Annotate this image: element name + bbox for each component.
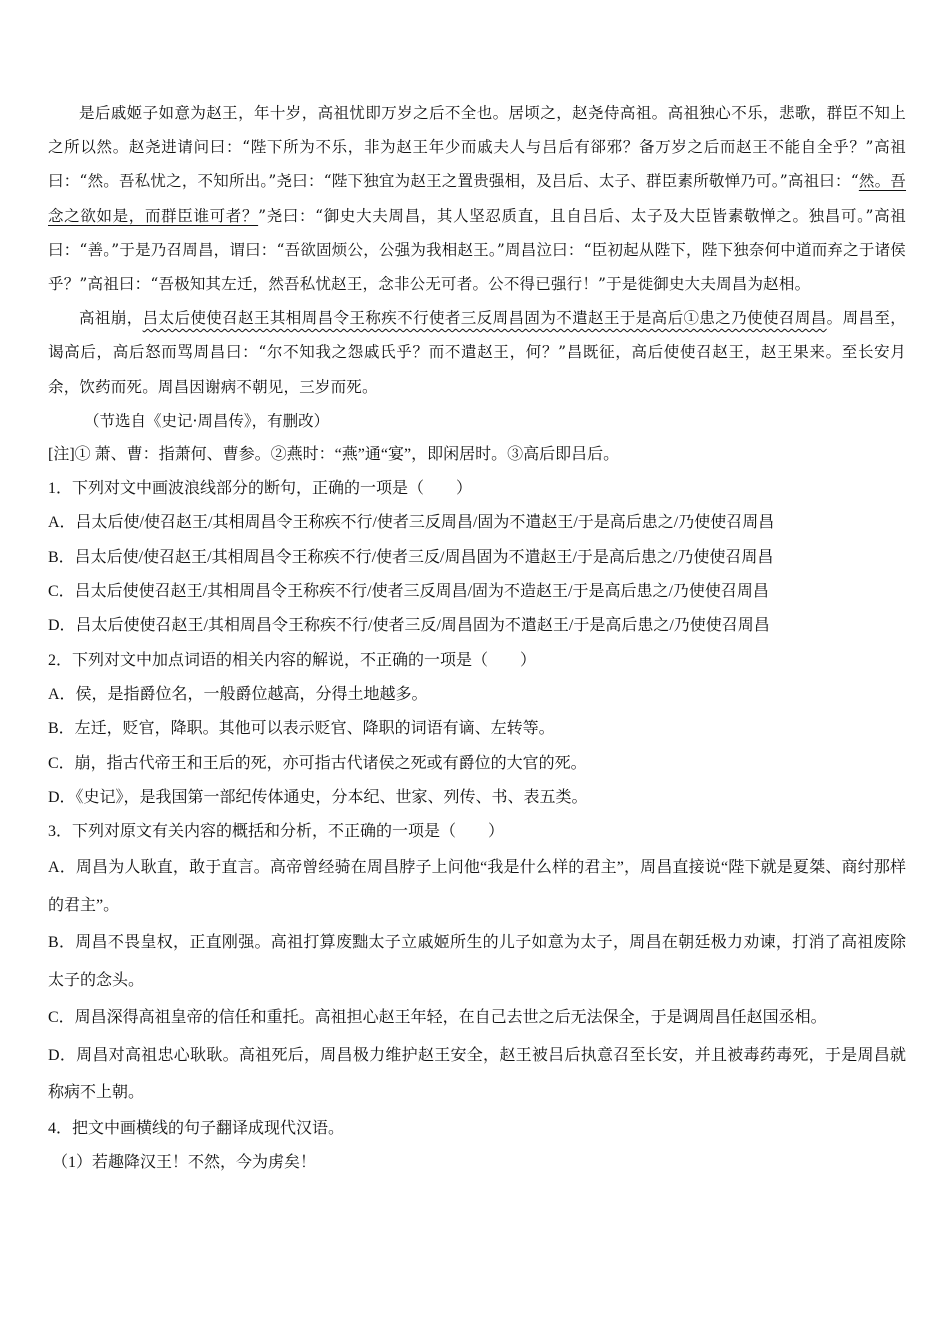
option-d: D．吕太后使使召赵王/其相周昌令王称疾不行/使者三反/周昌固为不遣赵王/于是高后患之/乃使使召周昌	[48, 617, 770, 635]
question-stem: 4．把文中画横线的句子翻译成现代汉语。	[48, 1119, 345, 1137]
passage-text: 。周昌至，谒高后，高后怒而骂周昌曰：“尔不知我之怨戚氏乎？而不遣赵王，何？”昌既征，高后使使召赵王，赵王果来。至长安月余，饮药而死。周昌因谢病不朝见，三岁而死。	[48, 309, 906, 396]
option-c: C．周昌深得高祖皇帝的信任和重托。高祖担心赵王年轻，在自己去世之后无法保全，于是调周昌任赵国丞相。	[48, 1009, 827, 1027]
passage-text: 是后戚姬子如意为赵王，年十岁，高祖忧即万岁之后不全也。居顷之，赵尧侍高祖。高祖独心不乐，悲歌，群臣不知上之所以然。赵尧进请问曰：“陛下所为不乐，非为赵王年少而戚夫人与吕后有郤邪？备万岁之后而赵王不能自全乎？”高祖曰：“然。吾私忧之，不知所出。”尧曰：“陛下独宜为赵王之置贵强相，及吕后、太子、群臣素所敬惮乃可。”高祖曰：“	[48, 104, 906, 191]
passage-text: 高祖崩，	[79, 309, 143, 328]
annotation-note: [注]① 萧、曹：指萧何、曹参。②燕时：“燕”通“宴”，即闲居时。③高后即吕后。	[48, 445, 620, 463]
question-stem: 1．下列对文中画波浪线部分的断句，正确的一项是（ ）	[48, 480, 473, 498]
option-c: C．崩，指古代帝王和王后的死，亦可指古代诸侯之死或有爵位的大官的死。	[48, 754, 587, 772]
document-page	[48, 96, 906, 1180]
question-4	[48, 1112, 906, 1181]
question-stem: 3．下列对原文有关内容的概括和分析，不正确的一项是（ ）	[48, 823, 505, 841]
option-c: C．吕太后使使召赵王/其相周昌令王称疾不行/使者三反周昌/固为不造赵王/于是高后患之/乃使使召周昌	[48, 583, 769, 601]
passage-source: （节选自《史记·周昌传》，有删改）	[84, 411, 330, 430]
option-a: A．侯，是指爵位名，一般爵位越高，分得土地越多。	[48, 685, 428, 703]
option-d: D．周昌对高祖忠心耿耿。高祖死后，周昌极力维护赵王安全，赵王被吕后执意召至长安，并且被毒药毒死，于是周昌就称病不上朝。	[48, 1046, 906, 1102]
translation-item-1: （1）若趣降汉王！不然，今为虏矣！	[52, 1154, 317, 1172]
wavy-underlined-sentence: 吕太后使使召赵王其相周昌令王称疾不行使者三反周昌固为不遣赵王于是高后①患之乃使使召周昌	[142, 309, 827, 328]
question-stem: 2．下列对文中加点词语的相关内容的解说，不正确的一项是（ ）	[48, 651, 537, 669]
question-3	[48, 815, 906, 1112]
option-b: B．左迁，贬官，降职。其他可以表示贬官、降职的词语有谪、左转等。	[48, 720, 555, 738]
underlined-sentence: 然。吾念之欲如是，而群臣谁可者？	[48, 172, 907, 225]
question-1	[48, 472, 906, 643]
passage-text: ”尧曰：“御史大夫周昌，其人坚忍质直，且自吕后、太子及大臣皆素敬惮之。独昌可。”高祖曰：“善。”于是乃召周昌，谓曰：“吾欲固烦公，公强为我相赵王。”周昌泣曰：“臣初起从陛下，陛下独奈何中道而弃之于诸侯乎？”高祖曰：“吾极知其左迁，然吾私忧赵王，念非公无可者。公不得已强行！”于是徙御史大夫周昌为赵相。	[48, 206, 906, 294]
option-a: A．吕太后使/使召赵王/其相周昌令王称疾不行/使者三反周昌/固为不遣赵王/于是高后患之/乃使使召周昌	[48, 514, 775, 532]
option-d: D．《史记》，是我国第一部纪传体通史，分本纪、世家、列传、书、表五类。	[48, 788, 588, 806]
passage-paragraph-1	[48, 96, 906, 301]
option-b: B．吕太后使/使召赵王/其相周昌令王称疾不行/使者三反/周昌固为不遣赵王/于是高后患之/乃使使召周昌	[48, 548, 774, 566]
option-a: A．周昌为人耿直，敢于直言。高帝曾经骑在周昌脖子上问他“我是什么样的君主”，周昌直接说“陛下就是夏桀、商纣那样的君主”。	[48, 859, 906, 914]
passage-paragraph-2	[48, 301, 906, 404]
question-2	[48, 644, 906, 815]
option-b: B．周昌不畏皇权，正直刚强。高祖打算废黜太子立戚姬所生的儿子如意为太子，周昌在朝廷极力劝谏，打消了高祖废除太子的念头。	[48, 934, 906, 989]
